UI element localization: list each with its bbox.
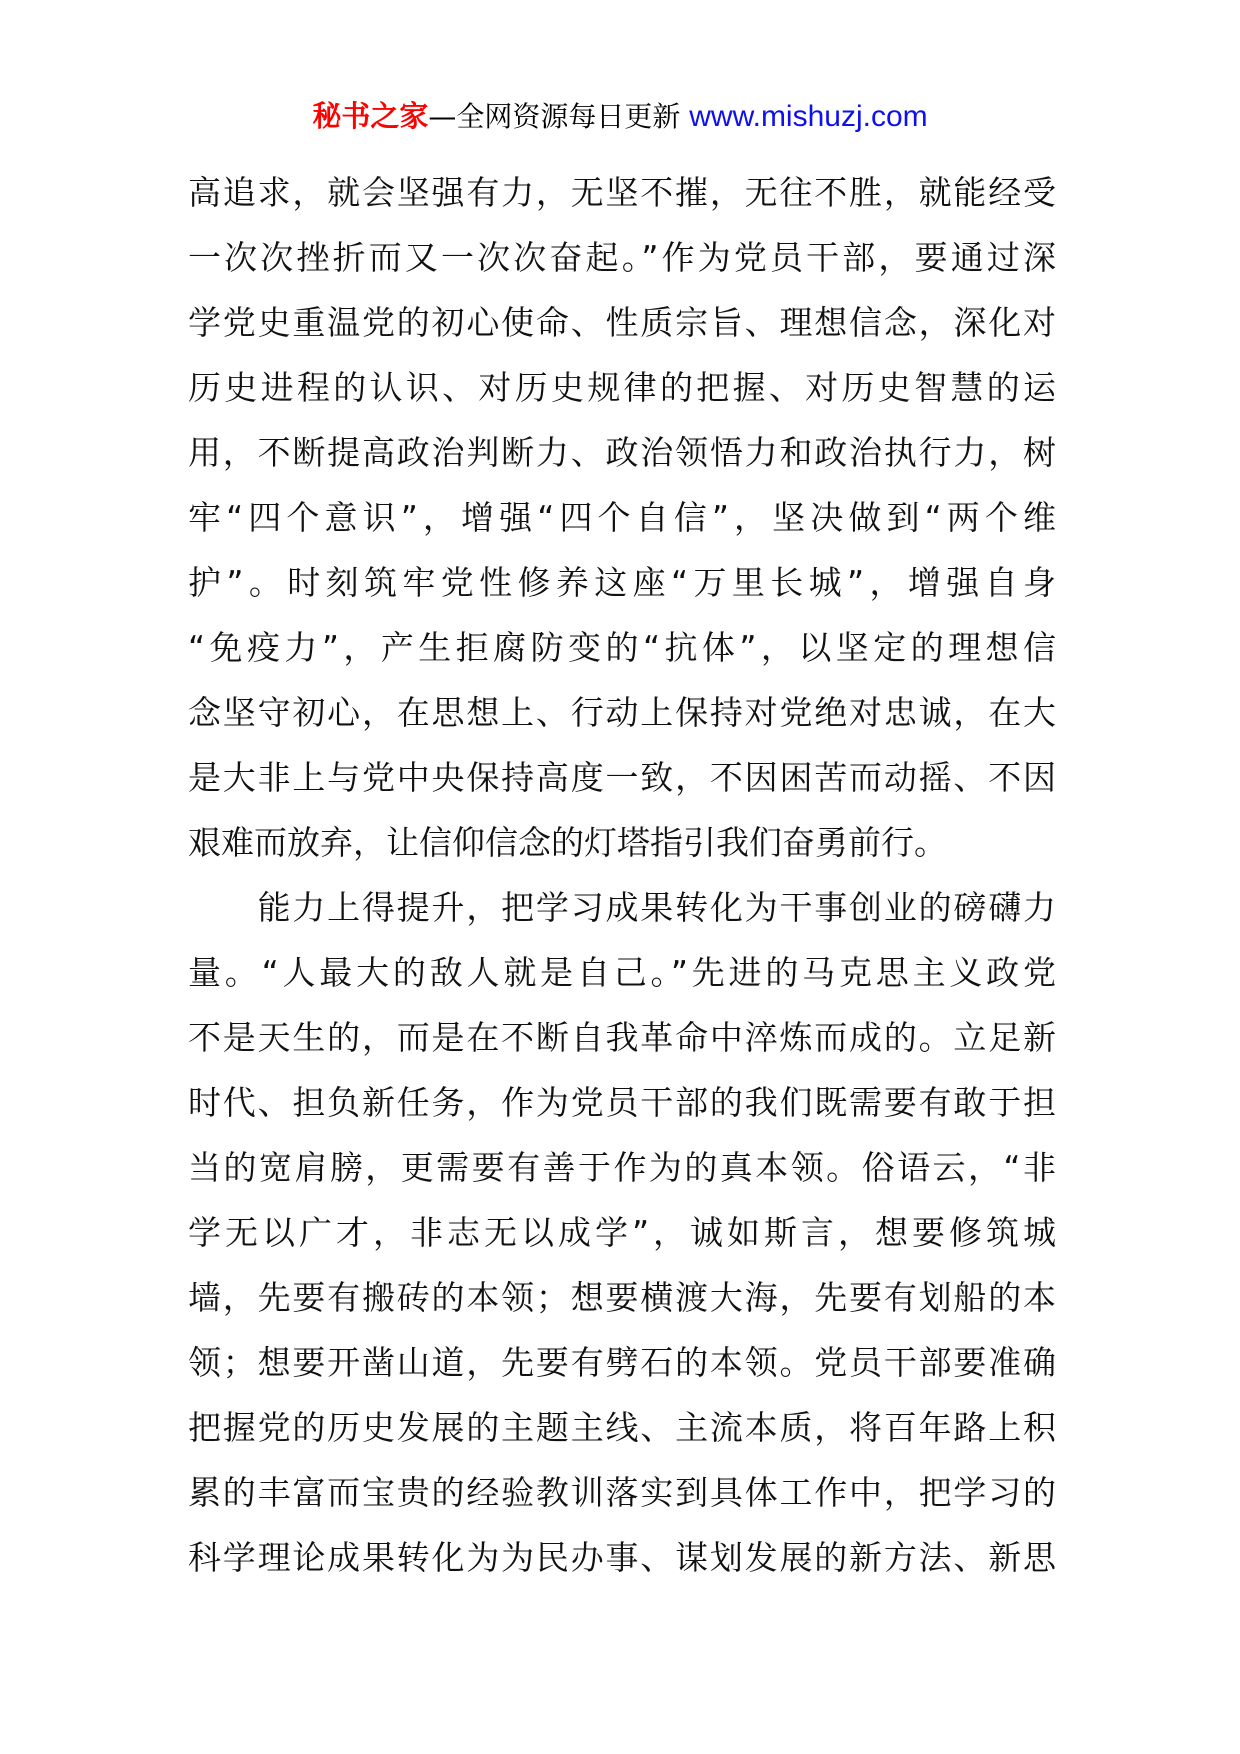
- site-url-link[interactable]: www.mishuzj.com: [689, 100, 928, 133]
- text-line: 学党史重温党的初心使命、性质宗旨、理想信念，深化对: [188, 303, 1056, 342]
- brand-name: 秘书之家: [312, 99, 429, 133]
- text-line: 当的宽肩膀，更需要有善于作为的真本领。俗语云，“非: [188, 1148, 1056, 1187]
- text-line: 用，不断提高政治判断力、政治领悟力和政治执行力，树: [188, 433, 1056, 472]
- text-line: 牢“四个意识”，增强“四个自信”，坚决做到“两个维: [188, 498, 1056, 537]
- text-line: 时代、担负新任务，作为党员干部的我们既需要有敢于担: [188, 1083, 1056, 1122]
- header-tagline: —全网资源每日更新: [428, 100, 690, 133]
- text-line: 护”。时刻筑牢党性修养这座“万里长城”，增强自身: [188, 563, 1056, 602]
- text-line: 墙，先要有搬砖的本领；想要横渡大海，先要有划船的本: [188, 1278, 1056, 1317]
- text-line: 能力上得提升，把学习成果转化为干事创业的磅礴力: [188, 888, 1056, 927]
- text-line: 把握党的历史发展的主题主线、主流本质，将百年路上积: [188, 1408, 1056, 1447]
- text-line: 历史进程的认识、对历史规律的把握、对历史智慧的运: [188, 368, 1056, 407]
- text-line: 不是天生的，而是在不断自我革命中淬炼而成的。立足新: [188, 1018, 1056, 1057]
- text-line: “免疫力”，产生拒腐防变的“抗体”，以坚定的理想信: [188, 628, 1056, 667]
- text-line: 学无以广才，非志无以成学”，诚如斯言，想要修筑城: [188, 1213, 1056, 1252]
- text-line: 高追求，就会坚强有力，无坚不摧，无往不胜，就能经受: [188, 173, 1056, 212]
- text-line: 量。“人最大的敌人就是自己。”先进的马克思主义政党: [188, 953, 1056, 992]
- page-header: [0, 96, 1240, 137]
- text-line: 是大非上与党中央保持高度一致，不因困苦而动摇、不因: [188, 758, 1056, 797]
- text-line: 科学理论成果转化为为民办事、谋划发展的新方法、新思: [188, 1538, 1056, 1577]
- text-line: 领；想要开凿山道，先要有劈石的本领。党员干部要准确: [188, 1343, 1056, 1382]
- text-line: 念坚守初心，在思想上、行动上保持对党绝对忠诚，在大: [188, 693, 1056, 732]
- text-line: 一次次挫折而又一次次奋起。”作为党员干部，要通过深: [188, 238, 1056, 277]
- document-body: [188, 160, 1056, 1590]
- text-line: 累的丰富而宝贵的经验教训落实到具体工作中，把学习的: [188, 1473, 1056, 1512]
- paragraph-end-line: 艰难而放弃，让信仰信念的灯塔指引我们奋勇前行。: [188, 823, 947, 862]
